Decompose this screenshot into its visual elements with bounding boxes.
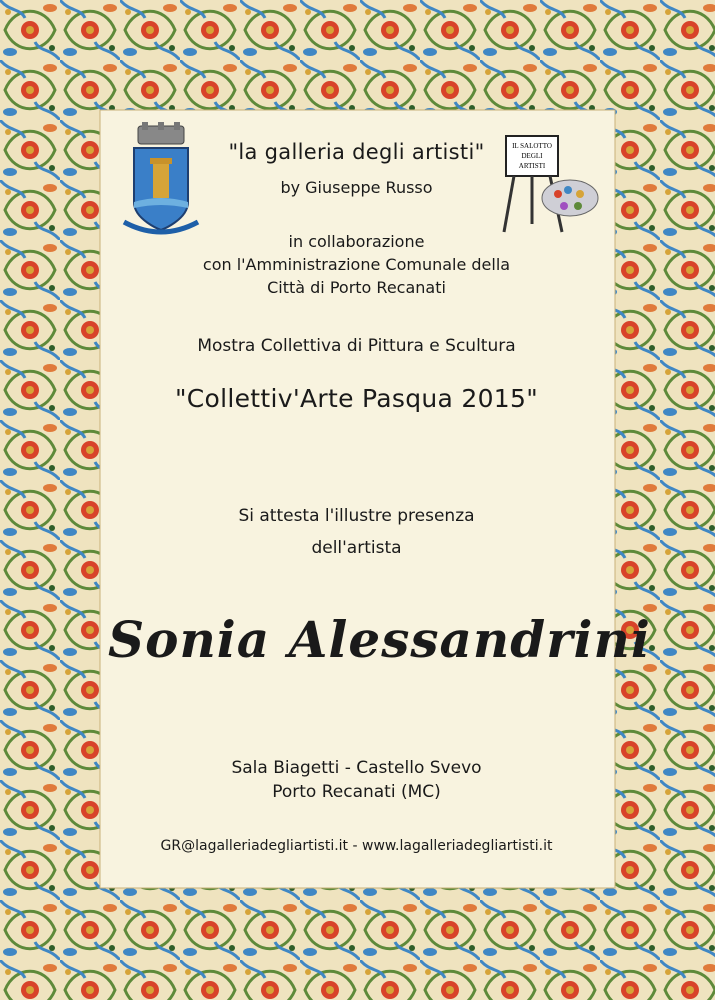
attestation-line-2: dell'artista xyxy=(311,538,402,558)
artist-name: Sonia Alessandrini xyxy=(108,610,651,669)
salotto-logo-text-1: IL SALOTTO xyxy=(512,142,552,150)
collaboration-line-1: in collaborazione xyxy=(288,232,425,251)
gallery-title: "la galleria degli artisti" xyxy=(228,140,485,164)
certificate-content xyxy=(108,118,651,878)
venue-line-2: Porto Recanati (MC) xyxy=(272,782,441,802)
byline: by Giuseppe Russo xyxy=(280,178,433,197)
venue-line-1: Sala Biagetti - Castello Svevo xyxy=(231,758,482,778)
salotto-logo-text-2: DEGLI xyxy=(521,152,543,160)
attestation-line-1: Si attesta l'illustre presenza xyxy=(238,506,475,526)
salotto-logo-text-3: ARTISTI xyxy=(518,162,546,170)
collaboration-line-2: con l'Amministrazione Comunale della xyxy=(202,255,511,274)
collaboration-line-3: Città di Porto Recanati xyxy=(267,278,446,297)
exhibition-subtitle: Mostra Collettiva di Pittura e Scultura xyxy=(197,336,516,356)
contact-line[interactable]: GR@lagalleriadegliartisti.it - www.lagalleriadegliartisti.it xyxy=(160,838,553,854)
event-name: "Collettiv'Arte Pasqua 2015" xyxy=(174,384,539,413)
